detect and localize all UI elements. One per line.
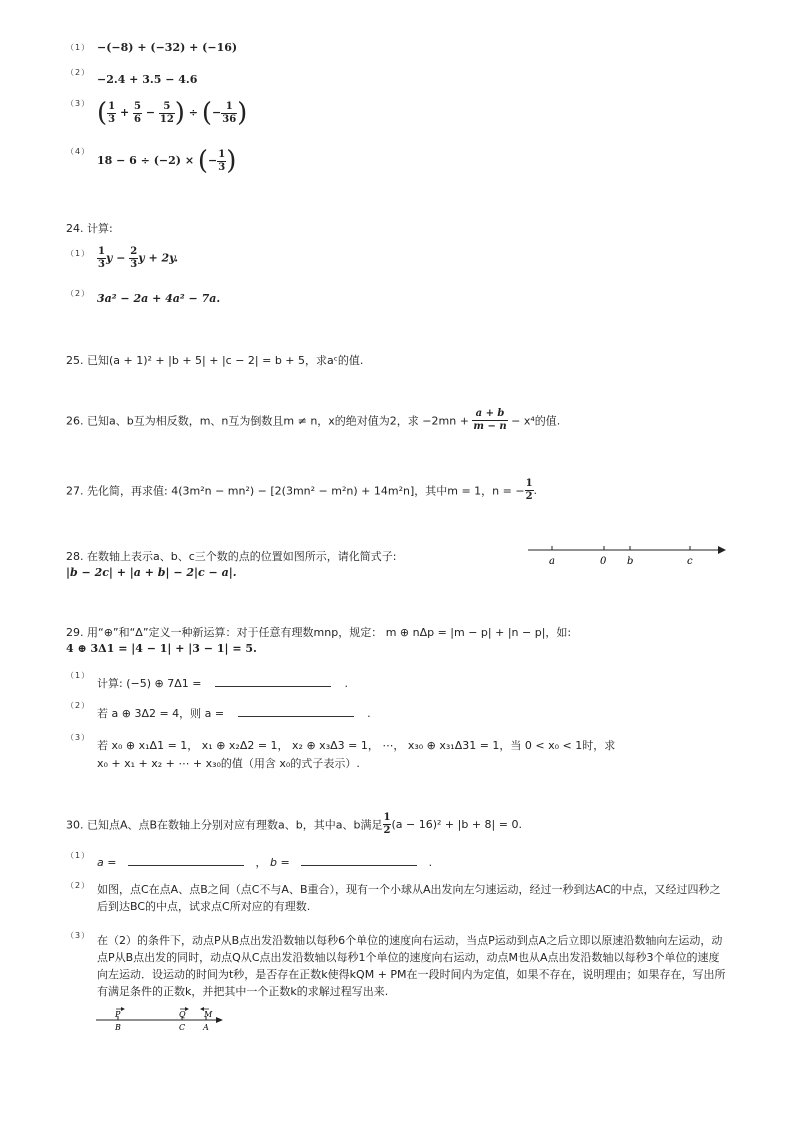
q24-item2-number: （2） bbox=[66, 289, 91, 298]
q24-item1-expression: $\frac{1}{3}$ y − $\frac{2}{3}$ y + 2y. bbox=[98, 246, 179, 270]
q23-item3-number: （3） bbox=[66, 99, 91, 108]
q30-answer-a-blank[interactable] bbox=[128, 855, 244, 866]
q23-item4-number: （4） bbox=[66, 147, 91, 156]
axis-label-c: c bbox=[687, 556, 693, 567]
q29-item1: 计算: (−5) ⊕ 7Δ1 = . bbox=[97, 677, 348, 690]
q30-item3-text: 在（2）的条件下，动点P从B点出发沿数轴以每秒6个单位的速度向右运动，当点P运动到点A之后立即以原速沿数轴向左运动，动点P从B点出发的同时，动点Q从C点出发沿数轴以每秒1个单位的速度向右运动，动点M也从A点出发沿数轴以每秒3个单位的速度向左运动．设运动的时间为t秒，是否存在正数k使得kQM + PM在一段时间内为定值，如果不存在，说明理由；如果存在，写出所有满足条件的正数k，并把其中一个正数k的求解过程写出来. bbox=[97, 934, 726, 998]
q24-title: 24. 计算: bbox=[66, 222, 113, 235]
axis-label-b: b bbox=[627, 556, 634, 567]
q29-item1-answer-blank[interactable] bbox=[215, 676, 331, 687]
point-q-label: Q bbox=[179, 1010, 186, 1019]
q24-item2-expression: 3a² − 2a + 4a² − 7a. bbox=[97, 292, 221, 305]
point-b-label: B bbox=[115, 1023, 121, 1032]
q30-text: 30. 已知点A、点B在数轴上分别对应有理数a、b，其中a、b满足 $\frac{1}{2}$ (a − 16)² + |b + 8| = 0. bbox=[66, 812, 522, 836]
q30-item3-number: （3） bbox=[66, 931, 91, 940]
axis-label-a: a bbox=[549, 556, 555, 567]
q29-item2-answer-blank[interactable] bbox=[238, 706, 354, 717]
q29-item2-number: （2） bbox=[66, 701, 91, 710]
q29-item2: 若 a ⊕ 3Δ2 = 4，则 a = . bbox=[97, 707, 371, 720]
q30-item1-number: （1） bbox=[66, 851, 91, 860]
q23-item2-number: （2） bbox=[66, 68, 91, 77]
q29-item1-number: （1） bbox=[66, 671, 91, 680]
q28-line1: 28. 在数轴上表示a、b、c三个数的点的位置如图所示，请化简式子: bbox=[66, 550, 397, 563]
q30-answer-b-blank[interactable] bbox=[301, 855, 417, 866]
q28-line2: |b − 2c| + |a + b| − 2|c − a|. bbox=[66, 566, 237, 579]
point-p-label: P bbox=[115, 1010, 121, 1019]
q30-item1: a = ， b = . bbox=[97, 856, 433, 869]
point-m-label: M bbox=[204, 1010, 213, 1019]
point-c-label: C bbox=[179, 1023, 186, 1032]
axis-label-zero: 0 bbox=[600, 556, 607, 567]
q23-item1-number: （1） bbox=[66, 43, 91, 52]
q29-item3-line2: x₀ + x₁ + x₂ + ⋯ + x₃₀的值（用含 x₀的式子表示）. bbox=[97, 757, 360, 770]
q23-item4-expression: 18 − 6 ÷ (−2) × (− $\frac{1}{3}$ ) bbox=[97, 146, 237, 176]
q27-text: 27. 先化简，再求值: 4(3m²n − mn²) − [2(3mn² − m²n) + 14m²n]，其中m = 1，n = − $\frac{1}{2}$ . bbox=[66, 478, 538, 502]
q29-item3-number: （3） bbox=[66, 733, 91, 742]
point-a-label: A bbox=[203, 1023, 209, 1032]
q23-item2-expression: −2.4 + 3.5 − 4.6 bbox=[97, 73, 198, 86]
q28-number-line bbox=[522, 540, 732, 570]
q29-line2: 4 ⊕ 3Δ1 = |4 − 1| + |3 − 1| = 5. bbox=[66, 642, 257, 655]
q30-item2-text: 如图，点C在点A、点B之间（点C不与A、B重合），现有一个小球从A出发向左匀速运动，经过一秒到达AC的中点，又经过四秒之后到达BC的中点，试求点C所对应的有理数. bbox=[97, 883, 721, 913]
q23-item1-expression: −(−8) + (−32) + (−16) bbox=[97, 41, 238, 54]
q29-item3-line1: 若 x₀ ⊕ x₁Δ1 = 1， x₁ ⊕ x₂Δ2 = 1， x₂ ⊕ x₃Δ3 = 1， ⋯， x₃₀ ⊕ x₃₁Δ31 = 1，当 0 < x₀ < 1时，求 bbox=[97, 739, 616, 752]
q30-item2-number: （2） bbox=[66, 881, 91, 890]
q29-line1: 29. 用“⊕”和“Δ”定义一种新运算：对于任意有理数mnp，规定： m ⊕ nΔp = |m − p| + |n − p|，如: bbox=[66, 626, 572, 639]
q24-item1-number: （1） bbox=[66, 249, 91, 258]
q25-text: 25. 已知(a + 1)² + |b + 5| + |c − 2| = b + 5，求aᶜ的值. bbox=[66, 354, 364, 367]
q26-text: 26. 已知a、b互为相反数，m、n互为倒数且m ≠ n，x的绝对值为2，求 −2mn + $\frac{a + b}{m - n}$ − x⁴的值. bbox=[66, 408, 561, 432]
q23-item3-expression: ( $\frac{1}{3}$ + $\frac{5}{6}$ − $\frac{5}{12}$ ) ÷ (− $\frac{1}{36}$ ) bbox=[97, 98, 248, 128]
q30-motion-diagram bbox=[92, 1006, 232, 1036]
